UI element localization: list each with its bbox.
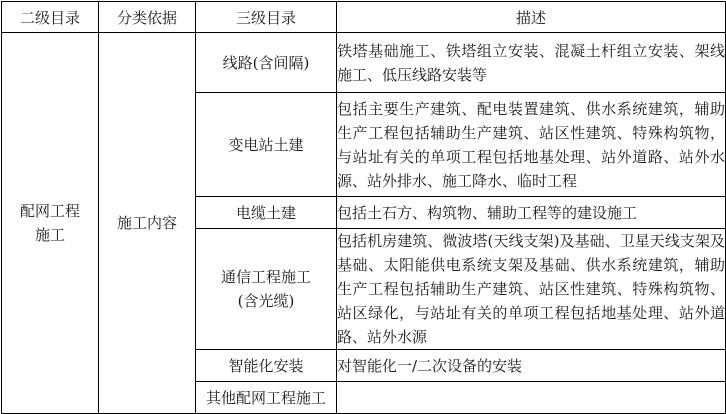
- description-cell: 铁塔基础施工、铁塔组立安装、混凝土杆组立安装、架线施工、低压线路安装等: [337, 33, 726, 93]
- level3-line2: (含光缆): [237, 292, 295, 310]
- level3-cell: 其他配网工程施工: [196, 382, 337, 414]
- level2-line1: 配网工程: [19, 202, 80, 220]
- description-cell: 包括土石方、构筑物、辅助工程等的建设施工: [337, 197, 726, 229]
- level3-cell: 线路(含间隔): [196, 33, 337, 93]
- header-level3: 三级目录: [196, 2, 337, 33]
- description-cell: 对智能化一/二次设备的安装: [337, 350, 726, 382]
- level3-cell: 智能化安装: [196, 350, 337, 382]
- header-row: [2, 2, 726, 33]
- basis-cell: 施工内容: [99, 33, 196, 414]
- header-level2: 二级目录: [2, 2, 99, 33]
- level2-cell: [2, 33, 99, 414]
- description-cell: 包括机房建筑、微波塔(天线支架)及基础、卫星天线支架及基础、太阳能供电系统支架及基础、供水系统建筑，辅助生产工程包括辅助生产建筑、站区性建筑、特殊构筑物、站区绿化，与站址有关的单项工程包括地基处理、站外道路、站外水源: [337, 229, 726, 350]
- classification-table: [1, 1, 726, 414]
- description-cell: [337, 382, 726, 414]
- level3-line1: 通信工程施工: [220, 268, 311, 286]
- header-description: 描述: [337, 2, 726, 33]
- description-cell: 包括主要生产建筑、配电装置建筑、供水系统建筑，辅助生产工程包括辅助生产建筑、站区性建筑、特殊构筑物，与站址有关的单项工程包括地基处理、站外道路、站外水源、站外排水、施工降水、临时工程: [337, 93, 726, 197]
- table-row: [2, 33, 726, 93]
- level2-line2: 施工: [34, 226, 65, 244]
- header-basis: 分类依据: [99, 2, 196, 33]
- level3-cell: 变电站土建: [196, 93, 337, 197]
- level3-cell: [196, 229, 337, 350]
- level3-cell: 电缆土建: [196, 197, 337, 229]
